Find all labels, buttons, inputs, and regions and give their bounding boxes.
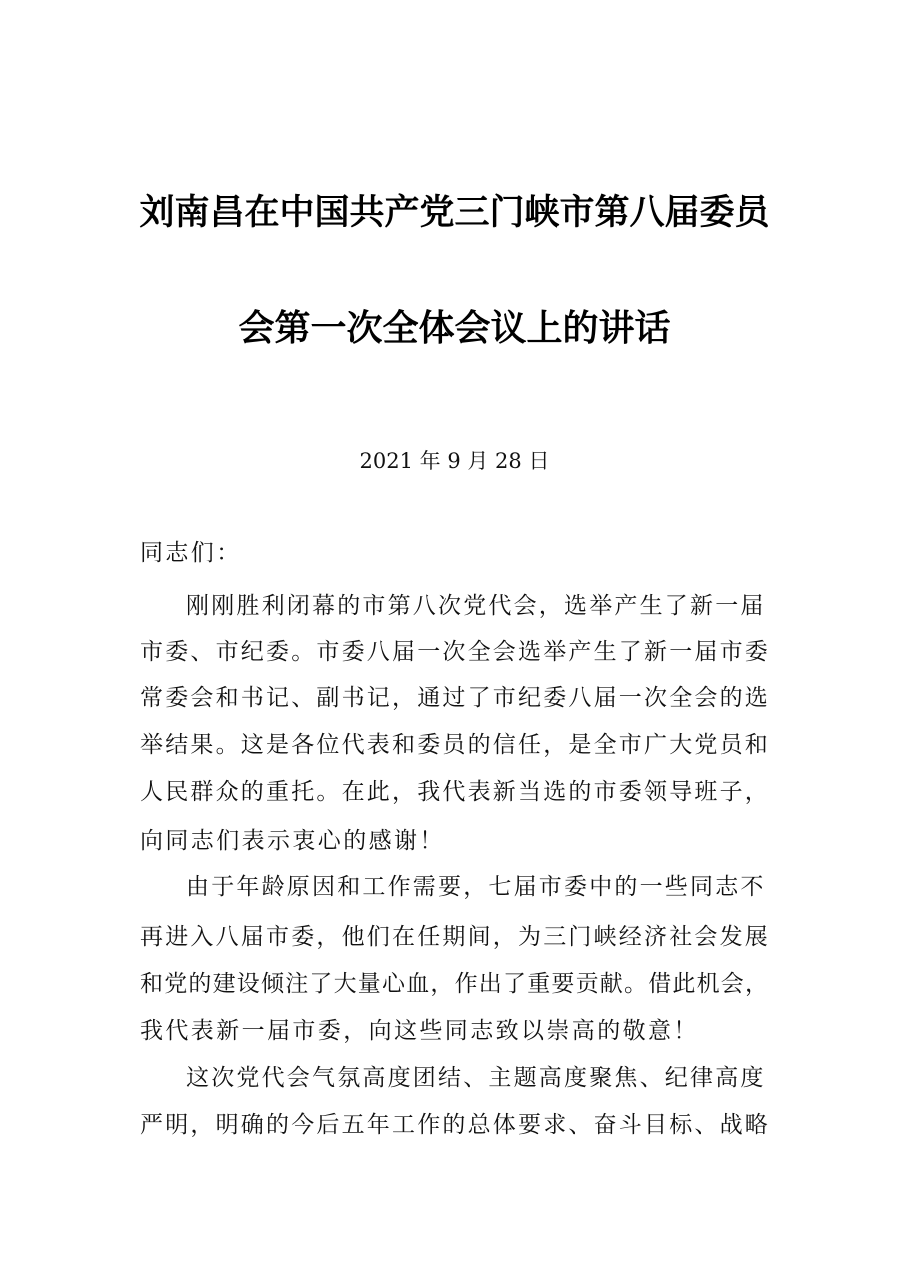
text-line: 向同志们表示衷心的感谢！	[140, 828, 445, 854]
text-line: 我代表新一届市委，向这些同志致以崇高的敬意！	[140, 1018, 699, 1044]
text-line: 再进入八届市委，他们在任期间，为三门峡经济社会发展	[140, 924, 770, 950]
text-line: 这次党代会气氛高度团结、主题高度聚焦、纪律高度	[186, 1065, 766, 1091]
text-line: 常委会和书记、副书记，通过了市纪委八届一次全会的选	[140, 685, 770, 711]
text-line: 刚刚胜利闭幕的市第八次党代会，选举产生了新一届	[186, 593, 766, 619]
title-line-2: 会第一次全体会议上的讲话	[238, 307, 671, 349]
text-line: 严明，明确的今后五年工作的总体要求、奋斗目标、战略	[140, 1112, 770, 1138]
speech-date: 2021 年 9 月 28 日	[359, 449, 550, 473]
title-line-1: 刘南昌在中国共产党三门峡市第八届委员	[139, 192, 770, 233]
text-line: 举结果。这是各位代表和委员的信任，是全市广大党员和	[140, 732, 770, 758]
text-line: 和党的建设倾注了大量心血，作出了重要贡献。借此机会，	[140, 971, 770, 997]
text-line: 人民群众的重托。在此，我代表新当选的市委领导班子，	[140, 779, 770, 805]
salutation: 同志们：	[140, 540, 242, 566]
text-line: 由于年龄原因和工作需要，七届市委中的一些同志不	[186, 874, 766, 900]
text-line: 市委、市纪委。市委八届一次全会选举产生了新一届市委	[140, 639, 770, 665]
